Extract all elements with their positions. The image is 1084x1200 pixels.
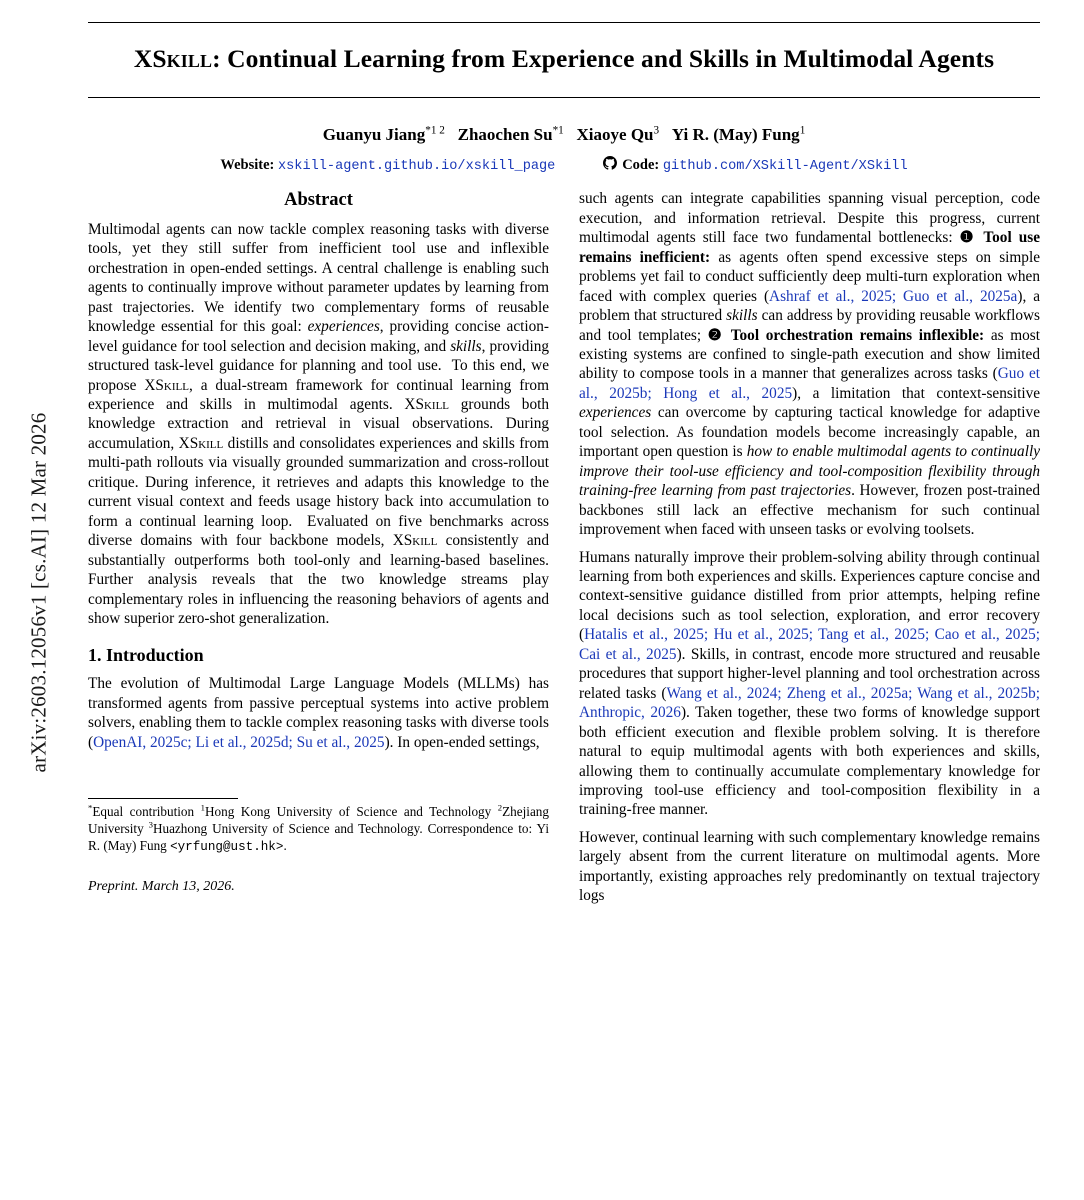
github-icon (603, 156, 617, 175)
author-affiliation-marker: *1 (552, 124, 564, 137)
citation-link[interactable]: OpenAI, 2025c; Li et al., 2025d; Su et al., 2025 (93, 733, 385, 751)
footnote-part-c: Zhejiang University (88, 804, 549, 837)
author-entry (323, 125, 445, 144)
author-name: Guanyu Jiang (322, 124, 426, 144)
footnote-block (88, 798, 549, 855)
intro-paragraph-1 (88, 674, 549, 752)
page-title (88, 43, 1040, 75)
rp2-a: Humans naturally improve their problem-solving ability through continual learning from both experiences and skills. Experiences capture concise and context-sensitive guidance distilled from prior attempts, helping refine local decisions such as tool selection, exploration, and error recovery ( (579, 548, 1040, 644)
author-entry (672, 125, 805, 144)
author-name: Xiaoye Qu (576, 124, 654, 144)
header-rule-bottom (88, 97, 1040, 98)
right-paragraph-3: However, continual learning with such complementary knowledge remains largely absent from the current literature on multimodal agents. More importantly, existing approaches rely predominantly on textual trajectory logs (579, 828, 1040, 905)
author-name: Yi R. (May) Fung (671, 124, 800, 144)
left-column (88, 189, 549, 913)
website-link[interactable]: xskill-agent.github.io/xskill_page (277, 159, 556, 175)
author-list (88, 122, 1040, 148)
title-smallcaps: XSkill (133, 44, 213, 73)
bottleneck-1-label: ❶ Tool use remains inefficient: (579, 229, 1040, 266)
footnote-marker-1: 1 (200, 803, 205, 813)
rp1-c: ), a problem that structured (579, 287, 1040, 325)
author-affiliation-marker: 1 (799, 124, 806, 137)
footnote-part-b: Hong Kong University of Science and Technology (204, 804, 498, 820)
arxiv-stamp: arXiv:2603.12056v1 [cs.AI] 12 Mar 2026 (26, 412, 51, 773)
author-name: Zhaochen Su (457, 124, 553, 144)
author-entry (577, 125, 660, 144)
rp1-h: . However, frozen post-trained backbones still lack an effective mechanism for such continual improvement when faced with unseen tasks or evolving toolsets. (579, 482, 1041, 539)
two-column-body (88, 189, 1040, 913)
code-label: Code: (622, 157, 660, 174)
citation-link[interactable]: Guo et al., 2025b; Hong et al., 2025 (579, 365, 1040, 402)
intro-text-b: ). In open-ended settings, (384, 733, 540, 751)
rp1-b: as agents often spend excessive steps on simple problems yet fail to conduct sufficiently deep multi-turn exploration when faced with complex queries ( (579, 248, 1040, 305)
resource-links (88, 156, 1040, 175)
bottleneck-2-label: ❷ Tool orchestration remains inflexible: (707, 326, 985, 344)
abstract-text: Multimodal agents can now tackle complex reasoning tasks with diverse tools, yet they still suffer from inefficient tool use and inflexible orchestration in open-ended settings. A central challenge is enabling such agents to continually improve without parameter updates by learning from past trajectories. We identify two complementary forms of reusable knowledge essential for this goal: experiences, providing concise action-level guidance for tool selection and decision making, and skills, providing structured task-level guidance for planning and tool use. To this end, we propose XSkill, a dual-stream framework for continual learning from experience and skills in multimodal agents. XSkill grounds both knowledge extraction and retrieval in visual observations. During accumulation, XSkill distills and consolidates experiences and skills from multi-path rollouts via visually grounded summarization and cross-rollout critique. During inference, it retrieves and adapts this knowledge to the current visual context and feeds usage history back into accumulation to form a continual learning loop. Evaluated on five benchmarks across diverse domains with four backbone models, XSkill consistently and substantially outperforms both tool-only and learning-based baselines. Further analysis reveals that the two knowledge streams play complementary roles in influencing the reasoning behaviors of agents and show superior zero-shot generalization. (88, 220, 550, 627)
rp1-italic-question: how to enable multimodal agents to continually improve their tool-use efficiency and tool-composition flexibility through training-free learning from past trajectories (579, 443, 1040, 500)
footnote-rule (88, 798, 238, 799)
rp1-d: can address by providing reusable workflows and tool templates; (579, 307, 1040, 344)
footnote-part-d: Huazhong University of Science and Technology. Correspondence to: Yi R. (May) Fung (88, 821, 549, 853)
footnote-marker-star: * (88, 803, 93, 813)
header-rule-top (88, 22, 1040, 23)
title-rest: : Continual Learning from Experience and Skills in Multimodal Agents (212, 44, 995, 73)
footnote-email[interactable]: <yrfung@ust.hk> (170, 839, 284, 854)
paper-content (88, 0, 1040, 1200)
abstract-heading: Abstract (284, 190, 353, 211)
rp2-b: ). Skills, in contrast, encode more structured and reusable procedures that support higher-level planning and tool orchestration across related tasks ( (579, 645, 1040, 702)
footnote-marker-3: 3 (148, 819, 153, 830)
author-affiliation-marker: *1 2 (425, 124, 445, 137)
preprint-note: Preprint. March 13, 2026. (88, 878, 235, 894)
right-paragraph-1 (579, 189, 1040, 539)
footnote-part-a: Equal contribution (92, 804, 201, 820)
footnote-marker-2: 2 (497, 803, 503, 813)
right-column (579, 189, 1040, 913)
rp1-italic-experiences: experiences (579, 404, 652, 422)
citation-link[interactable]: Wang et al., 2024; Zheng et al., 2025a; Wang et al., 2025b; Anthropic, 2026 (579, 684, 1040, 722)
rp1-f: ), a limitation that context-sensitive (792, 384, 1041, 402)
section-heading-introduction: 1. Introduction (88, 645, 204, 666)
author-affiliation-marker: 3 (653, 124, 660, 137)
citation-link[interactable]: Hatalis et al., 2025; Hu et al., 2025; Tang et al., 2025; Cao et al., 2025; Cai et al., 2025 (579, 626, 1040, 663)
rp2-c: ). Taken together, these two forms of knowledge support both efficient execution and flexible problem solving. It is therefore natural to equip multimodal agents with both experiences and skills, allowing them to continually accumulate complementary knowledge for improving tool-use efficiency and tool-composition flexibility in a training-free manner. (579, 704, 1040, 819)
rp1-italic-skills: skills (726, 307, 758, 325)
intro-text-a: The evolution of Multimodal Large Language Models (MLLMs) has transformed agents from passive perceptual systems into active problem solvers, enabling them to tackle complex reasoning tasks with diverse tools ( (88, 675, 549, 751)
rp1-g: can overcome by capturing tactical knowledge for adaptive tool selection. As foundation models become increasingly capable, an important open question is (579, 404, 1040, 461)
footnote-end: . (283, 837, 287, 853)
website-label: Website: (220, 157, 275, 174)
author-entry (458, 125, 564, 144)
right-paragraph-2 (579, 548, 1040, 820)
footnote-text (88, 804, 549, 855)
rp1-e: as most existing systems are confined to single-path execution and show limited ability to compose tools in a manner that generalizes across tasks ( (579, 326, 1040, 383)
rp1-a: such agents can integrate capabilities spanning visual perception, code execution, and information retrieval. Despite this progress, current multimodal agents still face two fundamental bottlenecks: (579, 190, 1040, 247)
code-link[interactable]: github.com/XSkill-Agent/XSkill (662, 159, 908, 175)
citation-link[interactable]: Ashraf et al., 2025; Guo et al., 2025a (769, 287, 1018, 305)
